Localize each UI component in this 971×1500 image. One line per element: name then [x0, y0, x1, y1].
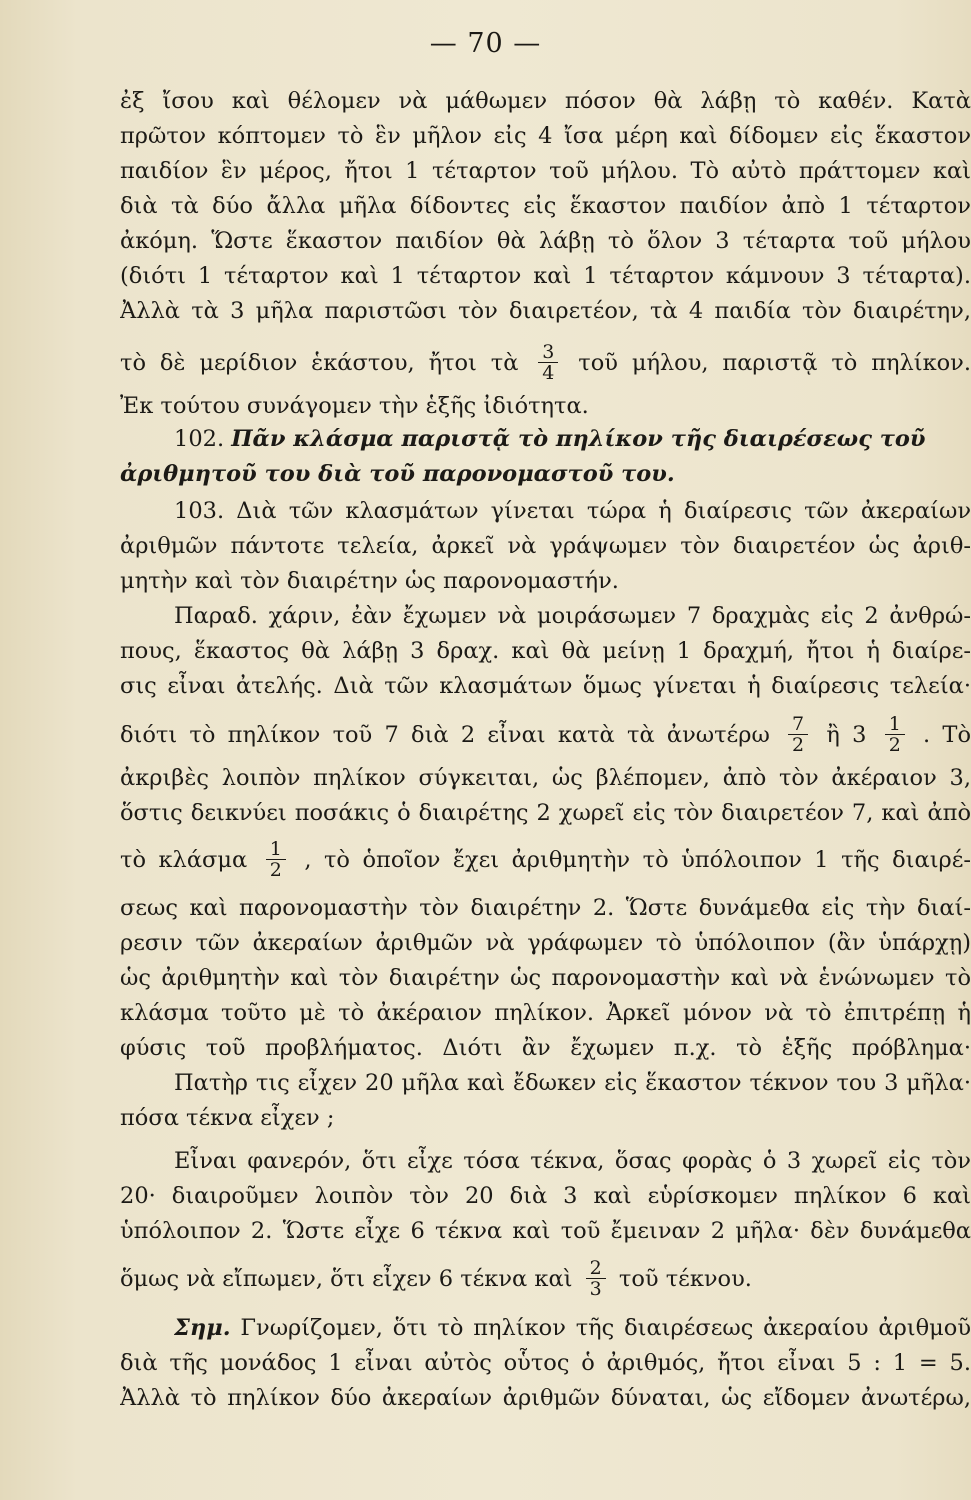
text-line-fraction	[120, 710, 971, 760]
text-line: πρῶτον κόπτομεν τὸ ἓν μῆλον εἰς 4 ἴσα μέρη καὶ δίδομεν εἰς ἕκαστον	[120, 123, 971, 149]
text-line: κλάσμα τοῦτο μὲ τὸ ἀκέραιον πηλίκον. Ἀρκεῖ μόνον νὰ τὸ ἐπιτρέπῃ ἡ	[120, 1000, 971, 1026]
text-line: διὰ τὰ δύο ἄλλα μῆλα δίδοντες εἰς ἕκαστον παιδίον ἀπὸ 1 τέταρτον	[120, 193, 971, 219]
fraction-numerator: 3	[538, 342, 558, 363]
text-line: 20· διαιροῦμεν λοιπὸν τὸν 20 διὰ 3 καὶ εὑρίσκομεν πηλίκον 6 καὶ	[120, 1183, 971, 1209]
text-line: ἀριθμῶν πάντοτε τελεία, ἀρκεῖ νὰ γράψωμεν τὸν διαιρετέον ὡς ἀριθ-	[120, 533, 971, 559]
paragraph-number: 102.	[174, 426, 225, 452]
fraction	[788, 714, 808, 755]
fraction	[586, 1258, 606, 1299]
text-line: Ἀλλὰ τὰ 3 μῆλα παριστῶσι τὸν διαιρετέον, τὰ 4 παιδία τὸν διαιρέτην,	[120, 298, 971, 324]
text-segment: τὸ δὲ μερίδιον ἑκάστου, ἤτοι τὰ	[120, 350, 519, 376]
text-line-fraction	[120, 1254, 971, 1304]
text-line: σις εἶναι ἀτελής. Διὰ τῶν κλασμάτων ὅμως γίνεται ἡ διαίρεσις τελεία·	[120, 673, 971, 699]
text-segment: . Τὸ	[923, 722, 971, 748]
text-segment: ἢ 3	[826, 722, 867, 748]
text-segment: τοῦ μήλου, παριστᾷ τὸ πηλίκον.	[578, 350, 971, 376]
text-line: (διότι 1 τέταρτον καὶ 1 τέταρτον καὶ 1 τέταρτον κάμνουν 3 τέταρτα).	[120, 263, 971, 289]
theorem-text: Πᾶν κλάσμα παριστᾷ τὸ πηλίκον τῆς διαιρέσεως τοῦ	[231, 426, 926, 452]
fraction-numerator: 2	[586, 1258, 606, 1279]
fraction-denominator: 3	[589, 1277, 602, 1300]
text-line-fraction	[120, 835, 971, 885]
fraction-denominator: 4	[542, 361, 555, 384]
text-line: μητὴν καὶ τὸν διαιρέτην ὡς παρονομαστήν.	[120, 568, 619, 594]
theorem-line	[174, 424, 971, 454]
note-text: Γνωρίζομεν, ὅτι τὸ πηλίκον τῆς διαιρέσεως ἀκεραίου ἀριθμοῦ	[240, 1315, 971, 1341]
text-line: ὑπόλοιπον 2. Ὥστε εἶχε 6 τέκνα καὶ τοῦ ἔμειναν 2 μῆλα· δὲν δυνάμεθα	[120, 1218, 971, 1244]
text-line: Εἶναι φανερόν, ὅτι εἶχε τόσα τέκνα, ὅσας φορὰς ὁ 3 χωρεῖ εἰς τὸν	[174, 1148, 971, 1174]
text-line: Ἀλλὰ τὸ πηλίκον δύο ἀκεραίων ἀριθμῶν δύναται, ὡς εἴδομεν ἀνωτέρω,	[120, 1385, 971, 1411]
fraction	[885, 714, 905, 755]
note-label: Σημ.	[174, 1315, 231, 1341]
text-segment: , τὸ ὁποῖον ἔχει ἀριθμητὴν τὸ ὑπόλοιπον 1 τῆς διαιρέ-	[304, 847, 971, 873]
text-line: Πατὴρ τις εἶχεν 20 μῆλα καὶ ἔδωκεν εἰς ἕκαστον τέκνον του 3 μῆλα·	[174, 1070, 971, 1096]
text-line-fraction	[120, 338, 971, 388]
fraction-numerator: 7	[788, 714, 808, 735]
text-line: 103. Διὰ τῶν κλασμάτων γίνεται τώρα ἡ διαίρεσις τῶν ἀκεραίων	[174, 498, 971, 524]
fraction-numerator: 1	[885, 714, 905, 735]
note-line	[174, 1313, 971, 1343]
text-line: φύσις τοῦ προβλήματος. Διότι ἂν ἔχωμεν π.χ. τὸ ἑξῆς πρόβλημα·	[120, 1035, 971, 1061]
fraction-denominator: 2	[888, 733, 901, 756]
text-segment: τοῦ τέκνου.	[618, 1266, 752, 1292]
text-line: ἀκόμη. Ὥστε ἕκαστον παιδίον θὰ λάβῃ τὸ ὅλον 3 τέταρτα τοῦ μήλου	[120, 228, 971, 254]
fraction	[266, 839, 286, 880]
text-line: σεως καὶ παρονομαστὴν τὸν διαιρέτην 2. Ὥστε δυνάμεθα εἰς τὴν διαί-	[120, 895, 971, 921]
text-line: ἀκριβὲς λοιπὸν πηλίκον σύγκειται, ὡς βλέπομεν, ἀπὸ τὸν ἀκέραιον 3,	[120, 765, 971, 791]
text-line: πους, ἕκαστος θὰ λάβῃ 3 δραχ. καὶ θὰ μείνῃ 1 δραχμή, ἤτοι ἡ διαίρε-	[120, 638, 971, 664]
text-line: ὡς ἀριθμητὴν καὶ τὸν διαιρέτην ὡς παρονομαστὴν καὶ νὰ ἑνώνωμεν τὸ	[120, 965, 971, 991]
text-line: Ἐκ τούτου συνάγομεν τὴν ἑξῆς ἰδιότητα.	[120, 393, 589, 419]
text-segment: τὸ κλάσμα	[120, 847, 248, 873]
text-line: ὅστις δεικνύει ποσάκις ὁ διαιρέτης 2 χωρεῖ εἰς τὸν διαιρετέον 7, καὶ ἀπὸ	[120, 800, 971, 826]
fraction	[538, 342, 558, 383]
text-line: ἐξ ἴσου καὶ θέλομεν νὰ μάθωμεν πόσον θὰ λάβῃ τὸ καθέν. Κατὰ	[120, 88, 971, 114]
page-number: — 70 —	[429, 28, 542, 59]
text-line: πόσα τέκνα εἶχεν ;	[120, 1105, 335, 1131]
text-line: Παραδ. χάριν, ἐὰν ἔχωμεν νὰ μοιράσωμεν 7 δραχμὰς εἰς 2 ἀνθρώ-	[174, 603, 971, 629]
fraction-numerator: 1	[266, 839, 286, 860]
fraction-denominator: 2	[792, 733, 805, 756]
text-segment: διότι τὸ πηλίκον τοῦ 7 διὰ 2 εἶναι κατὰ τὰ ἀνωτέρω	[120, 722, 770, 748]
text-line: παιδίον ἓν μέρος, ἤτοι 1 τέταρτον τοῦ μήλου. Τὸ αὐτὸ πράττομεν καὶ	[120, 158, 971, 184]
text-line: ρεσιν τῶν ἀκεραίων ἀριθμῶν νὰ γράφωμεν τὸ ὑπόλοιπον (ἂν ὑπάρχῃ)	[120, 930, 971, 956]
text-line: διὰ τῆς μονάδος 1 εἶναι αὐτὸς οὗτος ὁ ἀριθμός, ἤτοι εἶναι 5 : 1 = 5.	[120, 1350, 971, 1376]
theorem-text: ἀριθμητοῦ του διὰ τοῦ παρονομαστοῦ του.	[120, 461, 675, 487]
text-segment: ὅμως νὰ εἴπωμεν, ὅτι εἶχεν 6 τέκνα καὶ	[120, 1266, 573, 1292]
fraction-denominator: 2	[269, 858, 282, 881]
